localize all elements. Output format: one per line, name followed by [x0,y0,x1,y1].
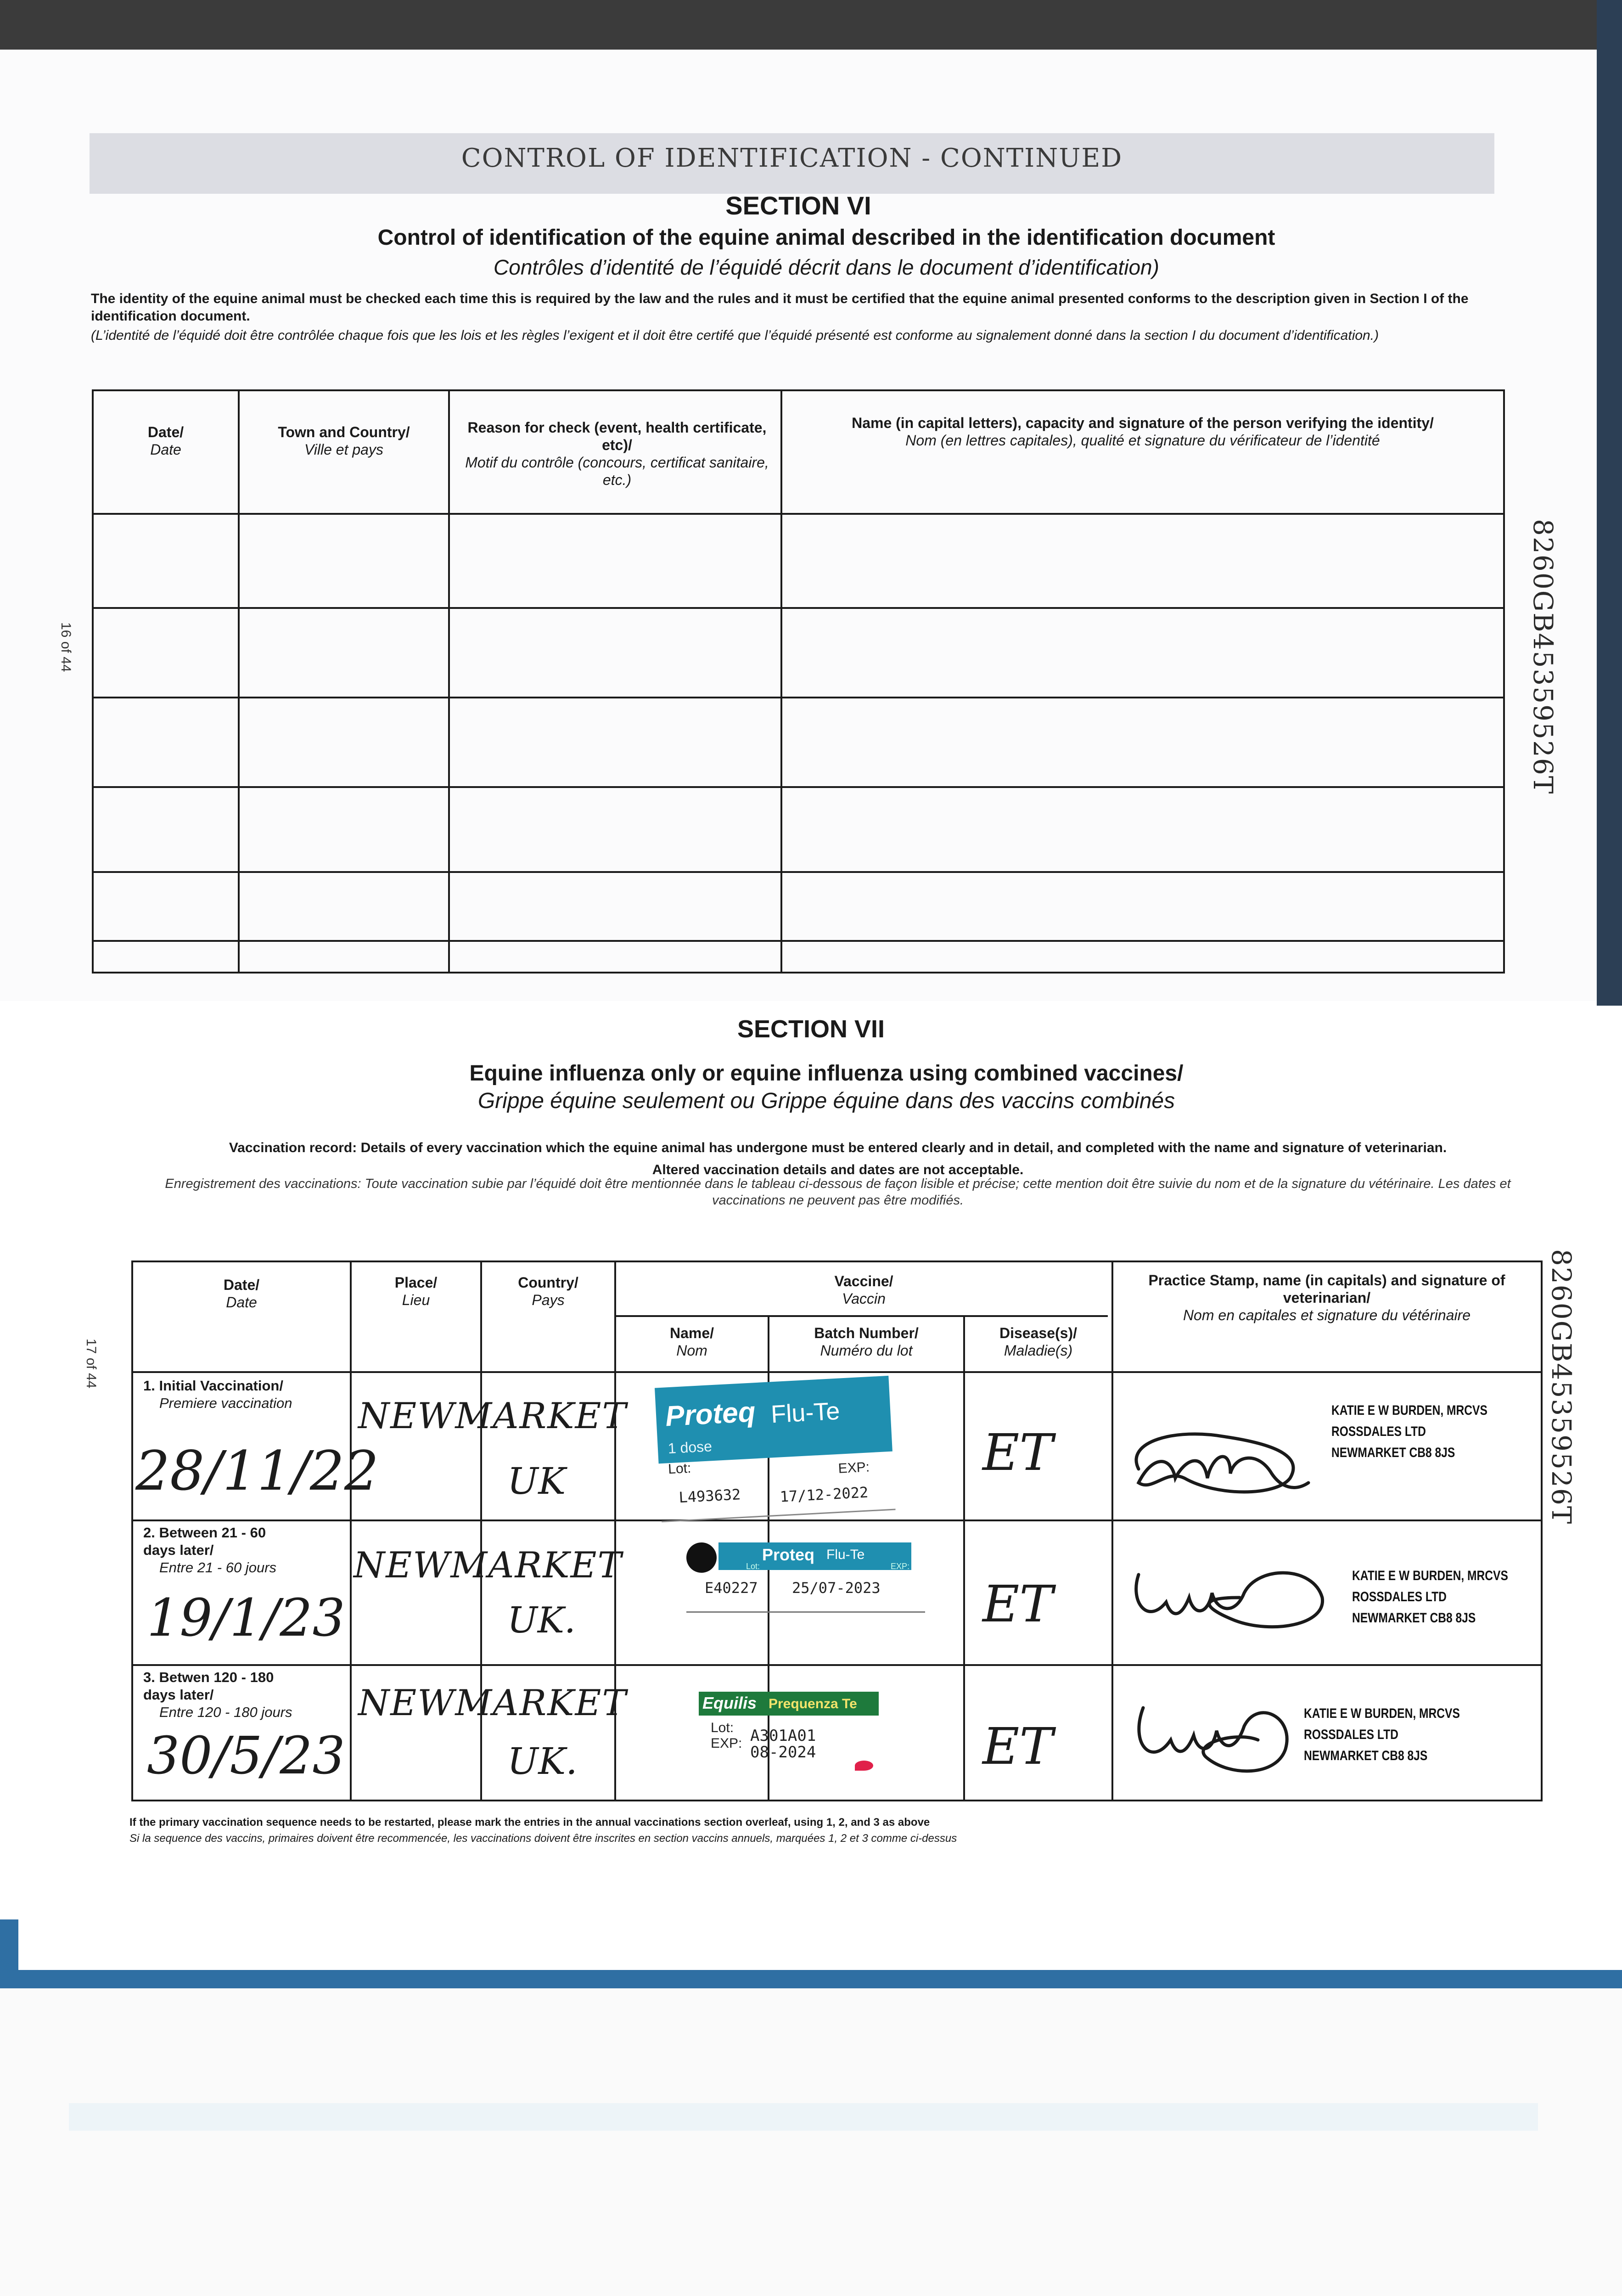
footnote-fr: Si la sequence des vaccins, primaires doivent être recommencée, les vaccinations doivent être inscrites en section vaccins annuels, marquées 1, 2 et 3 comme ci-dessus [129,1832,957,1845]
col-header-en: Reason for check (event, health certificate, etc)/ [467,419,767,453]
col-header-fr: Nom (en lettres capitales), qualité et signature du vérificateur de l’identité [905,432,1380,449]
footnote-en: If the primary vaccination sequence needs to be restarted, please mark the entries in the annual vaccinations section overleaf, using 1, 2, and 3 as above [129,1816,930,1829]
vaccine-sticker-3 [699,1692,882,1774]
col-divider [780,391,782,972]
col-header-fr: Nom en capitales et signature du vétérinaire [1183,1307,1471,1323]
vet-signature-2 [1120,1547,1331,1643]
practice-stamp-1 [1331,1400,1487,1463]
row-divider [94,786,1503,788]
col-divider [350,1262,352,1800]
vaccine-sticker-2 [686,1542,925,1616]
sticker-dose: 1 dose [667,1438,713,1457]
col-header-en: Town and Country/ [278,424,410,440]
passport-number-16: 8260GB45359526T [1527,519,1559,795]
sticker-lot: L493632 [678,1486,741,1507]
handwritten-place-2: NEWMARKET [354,1545,623,1586]
col-header-fr: Nom [676,1342,707,1359]
col-header-fr: Maladie(s) [1004,1342,1073,1359]
row-label-3 [143,1669,309,1721]
col-header-stamp [1125,1272,1529,1324]
passport-number-17: 8260GB45359526T [1546,1249,1577,1525]
col-header-en: Practice Stamp, name (in capitals) and signature of veterinarian/ [1148,1272,1505,1306]
scanner-bed [0,1988,1622,2296]
col-header-town [240,423,448,458]
stamp-line: KATIE E W BURDEN, MRCVS [1304,1706,1460,1721]
section-vii-intro-en-2: Altered vaccination details and dates are not acceptable. [652,1162,1024,1177]
vet-signature-1 [1120,1400,1313,1510]
section-vii-heading-en: Equine influenza only or equine influenza using combined vaccines/ [469,1061,1184,1086]
row-label-fr: Entre 21 - 60 jours [159,1559,277,1576]
section-vi-title: SECTION VI [725,191,871,220]
section-banner [90,133,1494,194]
sticker-exp: 17/12-2022 [779,1483,869,1506]
handwritten-date-3: 30/5/23 [147,1726,345,1786]
col-header-fr: Date [150,441,181,458]
cover-top-edge [0,0,1622,51]
sticker-brand: Proteq [762,1545,815,1564]
sticker-product: Prequenza Te [769,1696,857,1711]
row-label-en: 1. Initial Vaccination/ [143,1378,283,1394]
row-divider [94,607,1503,609]
handwritten-country-2: UK. [507,1600,576,1641]
col-header-fr: Vaccin [842,1290,886,1307]
handwritten-disease-1: ET [982,1423,1053,1482]
col-header-place [352,1274,480,1309]
vaccination-table [131,1261,1543,1801]
sticker-exp-label: EXP: [891,1562,910,1571]
section-vii-title: SECTION VII [737,1015,885,1043]
sticker-edge-line [662,1508,895,1522]
col-header-en: Date/ [223,1277,260,1293]
stamp-line: NEWMARKET CB8 8JS [1352,1610,1476,1626]
stamp-line: KATIE E W BURDEN, MRCVS [1331,1403,1487,1418]
row-label-fr: Entre 120 - 180 jours [159,1704,292,1720]
col-header-reason [461,419,773,489]
col-header-date [133,1276,350,1311]
section-vii-intro-en-1: Vaccination record: Details of every vaccination which the equine animal has undergone must be entered clearly and in detail, and completed with the name and signature of veterinarian. [229,1140,1447,1155]
handwritten-date-2: 19/1/23 [147,1588,345,1648]
stamp-line: KATIE E W BURDEN, MRCVS [1352,1568,1508,1583]
sticker-brand: Equilis [702,1694,757,1712]
col-header-disease [965,1324,1111,1359]
page-number-16: 16 of 44 [58,622,73,672]
handwritten-disease-2: ET [982,1575,1053,1633]
row-divider [133,1664,1541,1666]
vaccine-header-divider [614,1315,1108,1317]
col-header-fr: Date [226,1294,257,1311]
row-label-fr: Premiere vaccination [159,1395,292,1411]
handwritten-country-3: UK. [507,1740,578,1783]
stamp-line: NEWMARKET CB8 8JS [1331,1445,1455,1460]
section-vi-heading-fr: Contrôles d’identité de l’équidé décrit dans le document d’identification) [494,255,1159,279]
header-divider [133,1371,1541,1373]
sticker-lot-label: Lot: [711,1720,734,1735]
row-label-2 [143,1524,299,1576]
header-divider [94,513,1503,515]
col-header-en: Country/ [518,1274,578,1291]
handwritten-date-1: 28/11/22 [135,1439,379,1503]
col-header-name [616,1324,768,1359]
col-header-en: Place/ [394,1274,438,1291]
sticker-product: Flu-Te [826,1547,865,1562]
sticker-lot: E40227 [705,1579,758,1597]
vet-signature-3 [1120,1689,1295,1786]
handwritten-place-3: NEWMARKET [358,1683,627,1724]
row-label-1 [143,1377,345,1412]
col-header-date [94,423,238,458]
sticker-exp-label: EXP: [837,1459,870,1476]
scanner-glare [69,2103,1538,2131]
identity-check-table [92,389,1505,974]
handwritten-place-1: NEWMARKET [358,1396,627,1437]
sticker-brand: Proteq [664,1396,757,1433]
handwritten-disease-3: ET [982,1717,1053,1776]
row-label-en: 3. Betwen 120 - 180 days later/ [143,1669,274,1703]
row-divider [94,697,1503,698]
col-header-en: Batch Number/ [814,1325,919,1341]
section-vi-intro-fr: (L’identité de l’équidé doit être contrôlée chaque fois que les lois et les règles l’exigent et il doit être certifé que l’équidé présenté est conforme au signalement donné dans la section I du document d’identification.) [91,328,1379,343]
section-vi-heading-en: Control of identification of the equine animal described in the identification document [377,225,1275,250]
sticker-exp-label: EXP: [711,1736,742,1751]
section-vii-intro-fr: Enregistrement des vaccinations: Toute vaccination subie par l’équidé doit être mentionnée dans le tableau ci-dessous de façon lisible et précise; cette mention doit être suivie du nom et de la signature du vétérinaire. Les dates et vaccinations ne peuvent pas être modifiés. [165,1176,1511,1208]
stamp-line: ROSSDALES LTD [1331,1424,1426,1439]
col-header-fr: Motif du contrôle (concours, certificat sanitaire, etc.) [465,454,769,488]
stamp-line: NEWMARKET CB8 8JS [1304,1748,1428,1763]
stamp-line: ROSSDALES LTD [1352,1589,1447,1604]
col-divider [448,391,450,972]
col-header-fr: Pays [532,1292,565,1308]
vaccine-sticker-1 [655,1376,896,1535]
col-header-en: Date/ [147,424,184,440]
row-divider [94,871,1503,873]
practice-stamp-2 [1352,1565,1508,1629]
row-label-en: 2. Between 21 - 60 days later/ [143,1525,266,1558]
sticker-corner-mark [855,1761,873,1771]
row-divider [94,940,1503,942]
col-header-verifier [801,414,1485,449]
sticker-lot-label: Lot: [746,1562,760,1571]
sticker-product: Flu-Te [770,1397,841,1429]
section-vii-heading-fr: Grippe équine seulement ou Grippe équine dans des vaccins combinés [477,1089,1175,1113]
handwritten-country-1: UK [507,1460,566,1503]
sticker-exp: 25/07-2023 [792,1579,881,1597]
banner-title: CONTROL OF IDENTIFICATION - CONTINUED [461,143,1123,173]
sticker-logo-icon [686,1542,717,1573]
col-divider [238,391,240,972]
sticker-exp: 08-2024 [750,1743,816,1761]
col-header-country [482,1274,614,1309]
col-header-fr: Lieu [402,1292,430,1308]
stamp-line: ROSSDALES LTD [1304,1727,1398,1742]
col-header-batch [769,1324,963,1359]
col-header-fr: Numéro du lot [820,1342,913,1359]
col-header-en: Name (in capital letters), capacity and signature of the person verifying the identity/ [852,415,1434,431]
col-divider [963,1315,965,1800]
col-header-en: Vaccine/ [834,1273,893,1289]
col-header-en: Disease(s)/ [999,1325,1077,1341]
section-vi-intro-en: The identity of the equine animal must be checked each time this is required by the law and the rules and it must be certified that the equine animal presented conforms to the description given in Section I of the identification document. [91,291,1469,324]
col-header-fr: Ville et pays [304,441,383,458]
sticker-lot-label: Lot: [668,1460,692,1477]
col-divider [1111,1262,1113,1800]
sticker-lot: A301A01 [750,1727,816,1745]
practice-stamp-3 [1304,1703,1460,1767]
page-number-17: 17 of 44 [84,1339,99,1389]
sticker-edge-line [686,1611,925,1613]
col-header-en: Name/ [669,1325,714,1341]
col-header-vaccine [616,1272,1111,1307]
